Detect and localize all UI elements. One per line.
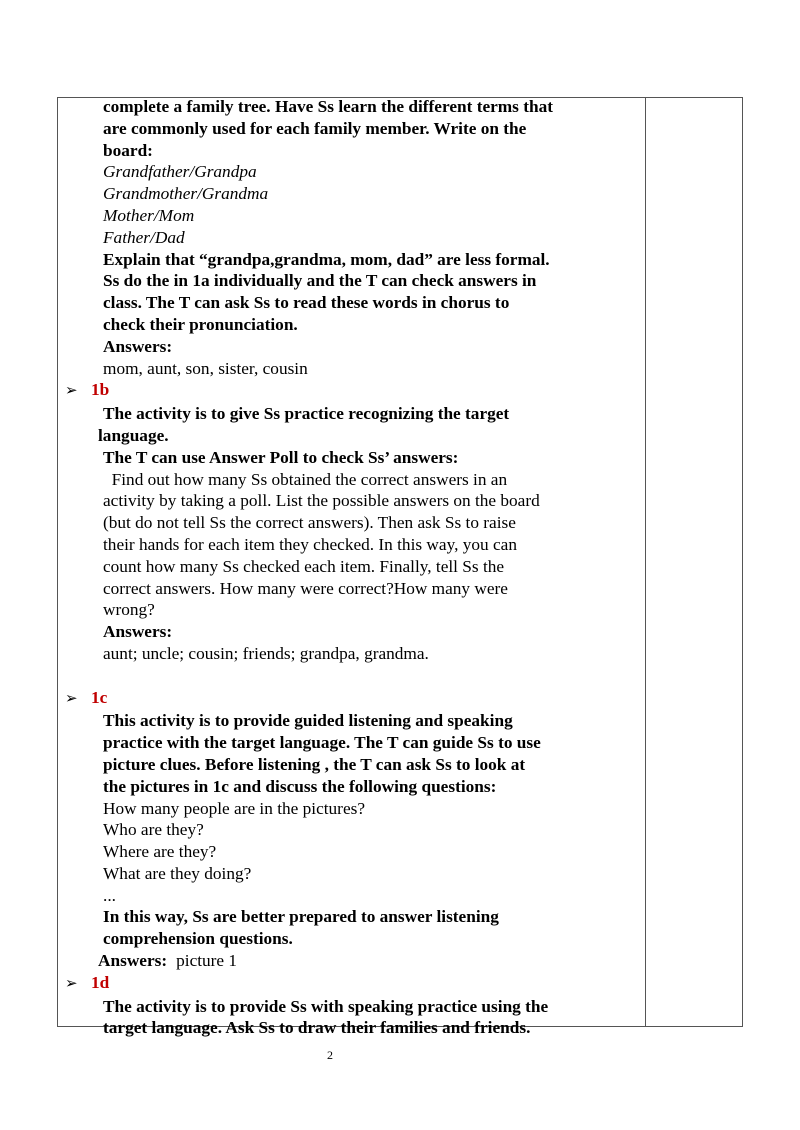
s1b-heading xyxy=(60,379,642,403)
spacer xyxy=(60,665,642,687)
s1b-purpose-line: language. xyxy=(98,425,169,445)
s1b-poll-line: wrong? xyxy=(103,600,155,620)
s1a-intro-line: complete a family tree. Have Ss learn the different terms that xyxy=(103,97,553,116)
s1c-answers: picture 1 xyxy=(176,951,238,971)
s1b-poll-title: The T can use Answer Poll to check Ss’ answers: xyxy=(103,447,459,467)
s1b-poll-line: count how many Ss checked each item. Finally, tell Ss the xyxy=(103,556,505,576)
s1c-purpose-line: picture clues. Before listening , the T can ask Ss to look at xyxy=(103,754,526,774)
s1b-label: 1b xyxy=(91,380,110,400)
s1b-poll-line: correct answers. How many were correct?How many were xyxy=(103,578,508,598)
arrowhead-bullet-icon: ➢ xyxy=(65,975,78,992)
s1a-intro-line: are commonly used for each family member. Write on the xyxy=(103,118,527,138)
s1b-answers: aunt; uncle; cousin; friends; grandpa, grandma. xyxy=(103,643,429,663)
s1a-term: Grandmother/Grandma xyxy=(103,184,269,204)
s1c-question: ... xyxy=(103,885,116,905)
s1d-label: 1d xyxy=(91,972,110,992)
s1a-answers-label: Answers: xyxy=(103,336,173,356)
s1c-question: Who are they? xyxy=(103,820,204,840)
s1a-explain-line: Ss do the in 1a individually and the T can check answers in xyxy=(103,271,537,291)
s1c-closing-line: comprehension questions. xyxy=(103,929,293,949)
s1b-answers-label: Answers: xyxy=(103,622,173,642)
s1a-term: Mother/Mom xyxy=(103,205,195,225)
s1c-purpose-line: the pictures in 1c and discuss the following questions: xyxy=(103,776,497,796)
s1c-heading xyxy=(60,687,642,711)
s1b-poll-line: (but do not tell Ss the correct answers). Then ask Ss to raise xyxy=(103,513,516,533)
s1b-poll-line: their hands for each item they checked. In this way, you can xyxy=(103,534,517,554)
s1c-purpose-line: practice with the target language. The T can guide Ss to use xyxy=(103,733,541,753)
lesson-content xyxy=(60,96,642,1039)
s1c-closing-line: In this way, Ss are better prepared to answer listening xyxy=(103,907,499,927)
column-divider xyxy=(645,97,646,1027)
s1c-question: Where are they? xyxy=(103,842,217,862)
arrowhead-bullet-icon: ➢ xyxy=(65,383,78,400)
s1a-term: Father/Dad xyxy=(103,227,185,247)
arrowhead-bullet-icon: ➢ xyxy=(65,690,78,707)
s1c-question: What are they doing? xyxy=(103,863,252,883)
s1b-poll-line: Find out how many Ss obtained the correct answers in an xyxy=(103,469,508,489)
page-number: 2 xyxy=(327,1048,333,1062)
s1d-purpose-line: The activity is to provide Ss with speaking practice using the xyxy=(103,996,549,1016)
s1b-poll-line: activity by taking a poll. List the possible answers on the board xyxy=(103,491,540,511)
s1a-intro-line: board: xyxy=(103,140,153,160)
s1a-explain-line: check their pronunciation. xyxy=(103,314,298,334)
s1a-explain-line: class. The T can ask Ss to read these words in chorus to xyxy=(103,293,510,313)
s1a-answers: mom, aunt, son, sister, cousin xyxy=(103,358,308,378)
s1a-explain-line: Explain that “grandpa,grandma, mom, dad” are less formal. xyxy=(103,249,550,269)
s1d-purpose-line: target language. Ask Ss to draw their families and friends. xyxy=(103,1018,531,1038)
s1d-heading xyxy=(60,972,642,996)
s1c-question: How many people are in the pictures? xyxy=(103,798,366,818)
s1c-purpose-line: This activity is to provide guided listening and speaking xyxy=(103,711,513,731)
s1b-purpose-line: The activity is to give Ss practice recognizing the target xyxy=(103,404,510,424)
s1a-term: Grandfather/Grandpa xyxy=(103,162,257,182)
s1c-answers-label: Answers: xyxy=(98,951,168,971)
s1c-label: 1c xyxy=(91,687,108,707)
s1c-answers-row xyxy=(60,950,642,972)
